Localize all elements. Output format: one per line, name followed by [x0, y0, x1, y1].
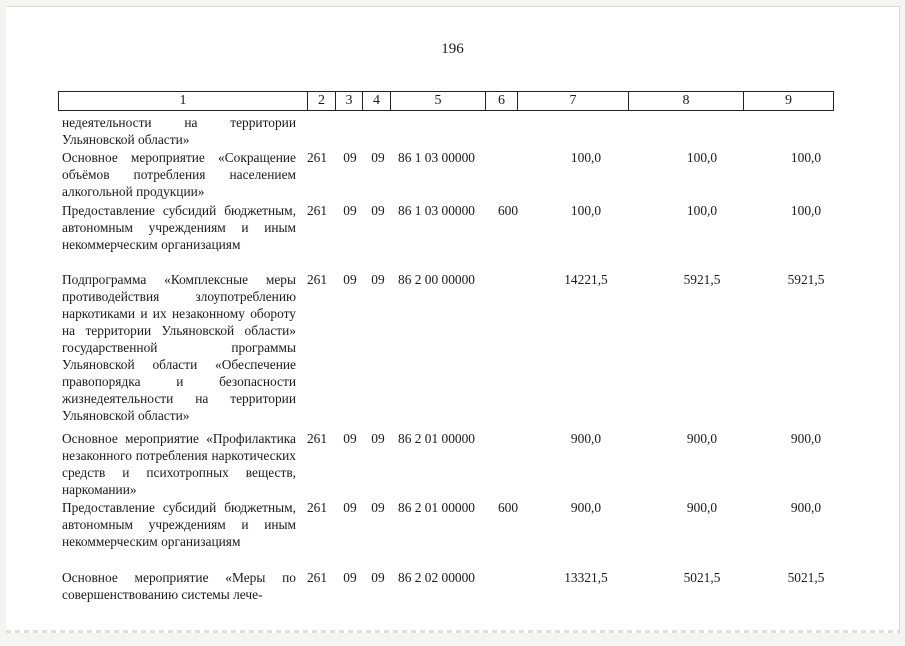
cell-subsection: 09	[371, 272, 385, 287]
cell-subsection: 09	[371, 150, 385, 165]
cell-expense-type: 600	[497, 500, 519, 515]
cell-amount-7: 14221,5	[564, 272, 608, 287]
column-header-7: 7	[518, 92, 629, 111]
cell-subsection: 09	[371, 500, 385, 515]
cell-amount-8: 5921,5	[683, 272, 721, 287]
cell-subsection: 09	[371, 203, 385, 218]
cell-ministry-code: 261	[306, 150, 328, 165]
column-header-8: 8	[629, 92, 744, 111]
row-description: Основное мероприятие «Сокращение объёмов потребления населением алкогольной продукции»	[62, 150, 296, 199]
page-number: 196	[441, 41, 464, 57]
cell-amount-8: 100,0	[686, 150, 718, 165]
cell-amount-9: 900,0	[790, 500, 822, 515]
column-header-4: 4	[363, 92, 391, 111]
row-description: Предоставление субсидий бюджетным, автономным учреждениям и иным некоммерческим организациям	[62, 500, 296, 549]
cell-amount-7: 13321,5	[564, 570, 608, 585]
column-header-row	[58, 91, 834, 111]
cell-amount-9: 5021,5	[787, 570, 825, 585]
cell-ministry-code: 261	[306, 203, 328, 218]
column-header-6: 6	[486, 92, 518, 111]
column-header-3: 3	[336, 92, 363, 111]
column-header-9: 9	[744, 92, 834, 111]
cell-amount-8: 900,0	[686, 431, 718, 446]
cell-amount-9: 900,0	[790, 431, 822, 446]
cell-amount-8: 5021,5	[683, 570, 721, 585]
cell-amount-9: 100,0	[790, 150, 822, 165]
cell-target-item: 86 2 02 00000	[398, 570, 475, 585]
cell-ministry-code: 261	[306, 570, 328, 585]
cell-amount-8: 900,0	[686, 500, 718, 515]
cell-target-item: 86 2 01 00000	[398, 431, 475, 446]
cell-section: 09	[343, 500, 357, 515]
cell-amount-8: 100,0	[686, 203, 718, 218]
scan-edge-artifact	[6, 630, 899, 633]
column-header-5: 5	[391, 92, 486, 111]
cell-section: 09	[343, 203, 357, 218]
cell-target-item: 86 2 00 00000	[398, 272, 475, 287]
row-description: Основное мероприятие «Меры по совершенствованию системы лече-	[62, 570, 296, 602]
cell-section: 09	[343, 150, 357, 165]
cell-section: 09	[343, 570, 357, 585]
cell-section: 09	[343, 272, 357, 287]
column-header-2: 2	[308, 92, 336, 111]
cell-subsection: 09	[371, 431, 385, 446]
cell-section: 09	[343, 431, 357, 446]
cell-target-item: 86 2 01 00000	[398, 500, 475, 515]
document-page	[6, 6, 900, 633]
row-description: Основное мероприятие «Профилактика незаконного потребления наркотических средств и психотропных веществ, наркомании»	[62, 431, 296, 497]
cell-amount-9: 100,0	[790, 203, 822, 218]
cell-subsection: 09	[371, 570, 385, 585]
cell-amount-7: 100,0	[570, 203, 602, 218]
cell-target-item: 86 1 03 00000	[398, 203, 475, 218]
cell-amount-9: 5921,5	[787, 272, 825, 287]
cell-ministry-code: 261	[306, 500, 328, 515]
cell-amount-7: 900,0	[570, 431, 602, 446]
cell-target-item: 86 1 03 00000	[398, 150, 475, 165]
row-description: недеятельности на территории Ульяновской области»	[62, 115, 296, 147]
cell-amount-7: 900,0	[570, 500, 602, 515]
cell-expense-type: 600	[497, 203, 519, 218]
row-description: Предоставление субсидий бюджетным, автономным учреждениям и иным некоммерческим организациям	[62, 203, 296, 252]
cell-ministry-code: 261	[306, 272, 328, 287]
row-description: Подпрограмма «Комплексные меры противодействия злоупотреблению наркотиками и их незаконному обороту на территории Ульяновской области» государственной программы Ульяновской области «Обеспечение правопорядка и безопасности жизнедеятельности на территории Ульяновской области»	[62, 272, 296, 423]
cell-ministry-code: 261	[306, 431, 328, 446]
cell-amount-7: 100,0	[570, 150, 602, 165]
column-header-1: 1	[59, 92, 308, 111]
